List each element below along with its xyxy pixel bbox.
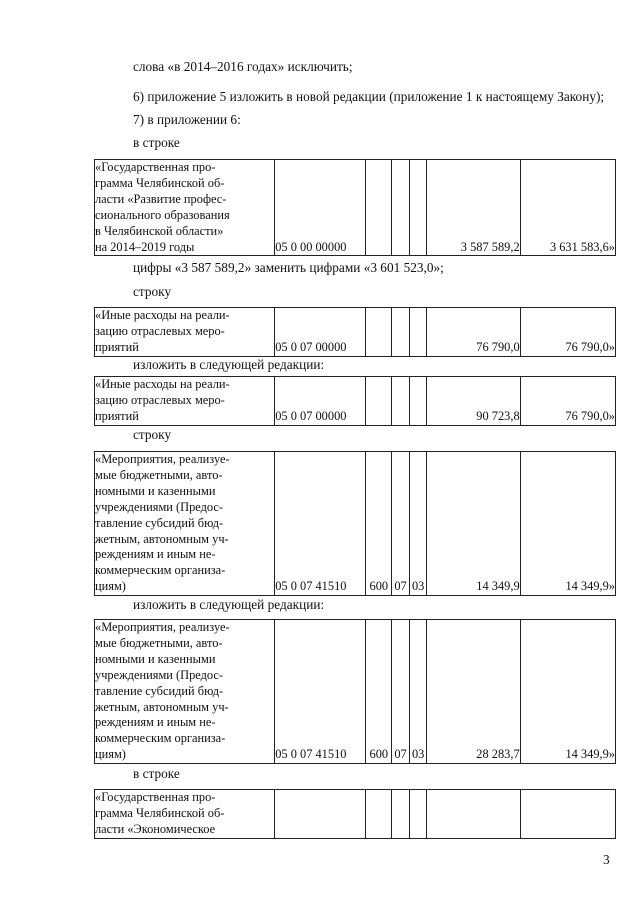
table-row — [94, 789, 616, 839]
table-row — [95, 620, 616, 764]
row-name-line: реждениям и иным не- — [95, 715, 216, 730]
table-row — [95, 308, 616, 357]
row-name-cell — [95, 377, 275, 426]
value-2017-cell: 14 349,9 — [427, 452, 520, 596]
table-row — [95, 160, 616, 256]
code-cell: 05 0 07 00000 — [275, 308, 366, 357]
row-name-line: ласти «Развитие профес- — [95, 191, 227, 206]
code-cell: 05 0 07 00000 — [275, 377, 366, 426]
row-name-line: мые бюджетными, авто- — [95, 467, 223, 482]
row-name-cell — [95, 790, 275, 839]
paragraph-6: строку — [133, 284, 172, 299]
subsection-cell — [409, 377, 427, 426]
value-2017-cell: 76 790,0 — [427, 308, 520, 357]
paragraph-5: цифры «3 587 589,2» заменить цифрами «3 601 523,0»; — [133, 260, 444, 275]
value-2018-cell: 76 790,0» — [520, 308, 615, 357]
section-cell — [392, 160, 410, 256]
subsection-cell: 03 — [409, 452, 427, 596]
value-2017-cell — [427, 790, 520, 839]
row-name-line: номными и казенными — [95, 651, 216, 666]
row-name-line: «Иные расходы на реали- — [95, 377, 230, 391]
table-row — [94, 307, 616, 357]
row-name-line: жетным, автономным уч- — [95, 531, 229, 546]
section-cell — [392, 308, 410, 357]
vr-cell — [366, 160, 392, 256]
value-2017-cell: 90 723,8 — [427, 377, 520, 426]
section-cell: 07 — [392, 452, 410, 596]
row-name-line: тавление субсидий бюд- — [95, 683, 224, 698]
row-name-line: приятий — [95, 408, 139, 423]
row-name-cell — [95, 452, 275, 596]
paragraph-2: 6) приложение 5 изложить в новой редакции (приложение 1 к настоящему Закону); — [133, 89, 605, 104]
row-name-line: «Мероприятия, реализуе- — [95, 620, 230, 634]
row-name-line: на 2014–2019 годы — [95, 239, 195, 254]
row-name-line: грамма Челябинской об- — [95, 805, 225, 820]
paragraph-4: в строке — [133, 135, 180, 150]
code-cell: 05 0 07 41510 — [275, 620, 366, 764]
table-row — [95, 790, 616, 839]
vr-cell — [366, 790, 392, 839]
code-cell — [275, 790, 366, 839]
row-name-line: учреждениями (Предос- — [95, 499, 224, 514]
vr-cell: 600 — [366, 620, 392, 764]
paragraph-7: изложить в следующей редакции: — [133, 357, 325, 372]
row-name-line: жетным, автономным уч- — [95, 699, 229, 714]
value-2017-cell: 3 587 589,2 — [427, 160, 520, 256]
value-2018-cell: 14 349,9» — [520, 452, 615, 596]
row-name-line: зацию отраслевых меро- — [95, 323, 225, 338]
row-name-line: «Иные расходы на реали- — [95, 308, 230, 322]
row-name-line: ласти «Экономическое — [95, 821, 216, 836]
row-name-line: тавление субсидий бюд- — [95, 515, 224, 530]
row-name-line: циям) — [95, 579, 126, 594]
row-name-line: коммерческим организа- — [95, 563, 226, 578]
row-name-line: циям) — [95, 747, 126, 762]
page-number: 3 — [603, 852, 610, 867]
table-row — [95, 452, 616, 596]
row-name-line: зацию отраслевых меро- — [95, 392, 225, 407]
subsection-cell — [409, 308, 427, 357]
section-cell: 07 — [392, 620, 410, 764]
section-cell — [392, 377, 410, 426]
row-name-line: реждениям и иным не- — [95, 547, 216, 562]
vr-cell — [366, 377, 392, 426]
paragraph-1: слова «в 2014–2016 годах» исключить; — [133, 59, 353, 74]
row-name-line: сионального образования — [95, 207, 230, 222]
paragraph-10: в строке — [133, 766, 180, 781]
subsection-cell — [409, 790, 427, 839]
code-cell: 05 0 00 00000 — [275, 160, 366, 256]
paragraph-3: 7) в приложении 6: — [133, 112, 241, 127]
value-2018-cell: 14 349,9» — [520, 620, 615, 764]
vr-cell: 600 — [366, 452, 392, 596]
paragraph-8: строку — [133, 427, 172, 442]
subsection-cell — [409, 160, 427, 256]
row-name-cell — [95, 620, 275, 764]
value-2018-cell: 76 790,0» — [520, 377, 615, 426]
code-cell: 05 0 07 41510 — [275, 452, 366, 596]
subsection-cell: 03 — [409, 620, 427, 764]
row-name-line: в Челябинской области» — [95, 223, 224, 238]
row-name-line: мые бюджетными, авто- — [95, 635, 223, 650]
table-row — [94, 451, 616, 596]
row-name-cell — [95, 308, 275, 357]
row-name-line: номными и казенными — [95, 483, 216, 498]
value-2018-cell: 3 631 583,6» — [520, 160, 615, 256]
section-cell — [392, 790, 410, 839]
paragraph-9: изложить в следующей редакции: — [133, 597, 325, 612]
row-name-cell — [95, 160, 275, 256]
value-2018-cell — [520, 790, 615, 839]
table-row — [95, 377, 616, 426]
row-name-line: грамма Челябинской об- — [95, 175, 225, 190]
table-row — [94, 619, 616, 764]
row-name-line: «Государственная про- — [95, 160, 216, 174]
row-name-line: «Государственная про- — [95, 790, 216, 804]
row-name-line: коммерческим организа- — [95, 731, 226, 746]
value-2017-cell: 28 283,7 — [427, 620, 520, 764]
row-name-line: «Мероприятия, реализуе- — [95, 452, 230, 466]
row-name-line: учреждениями (Предос- — [95, 667, 224, 682]
row-name-line: приятий — [95, 339, 139, 354]
table-row — [94, 159, 616, 256]
table-row — [94, 376, 616, 426]
vr-cell — [366, 308, 392, 357]
